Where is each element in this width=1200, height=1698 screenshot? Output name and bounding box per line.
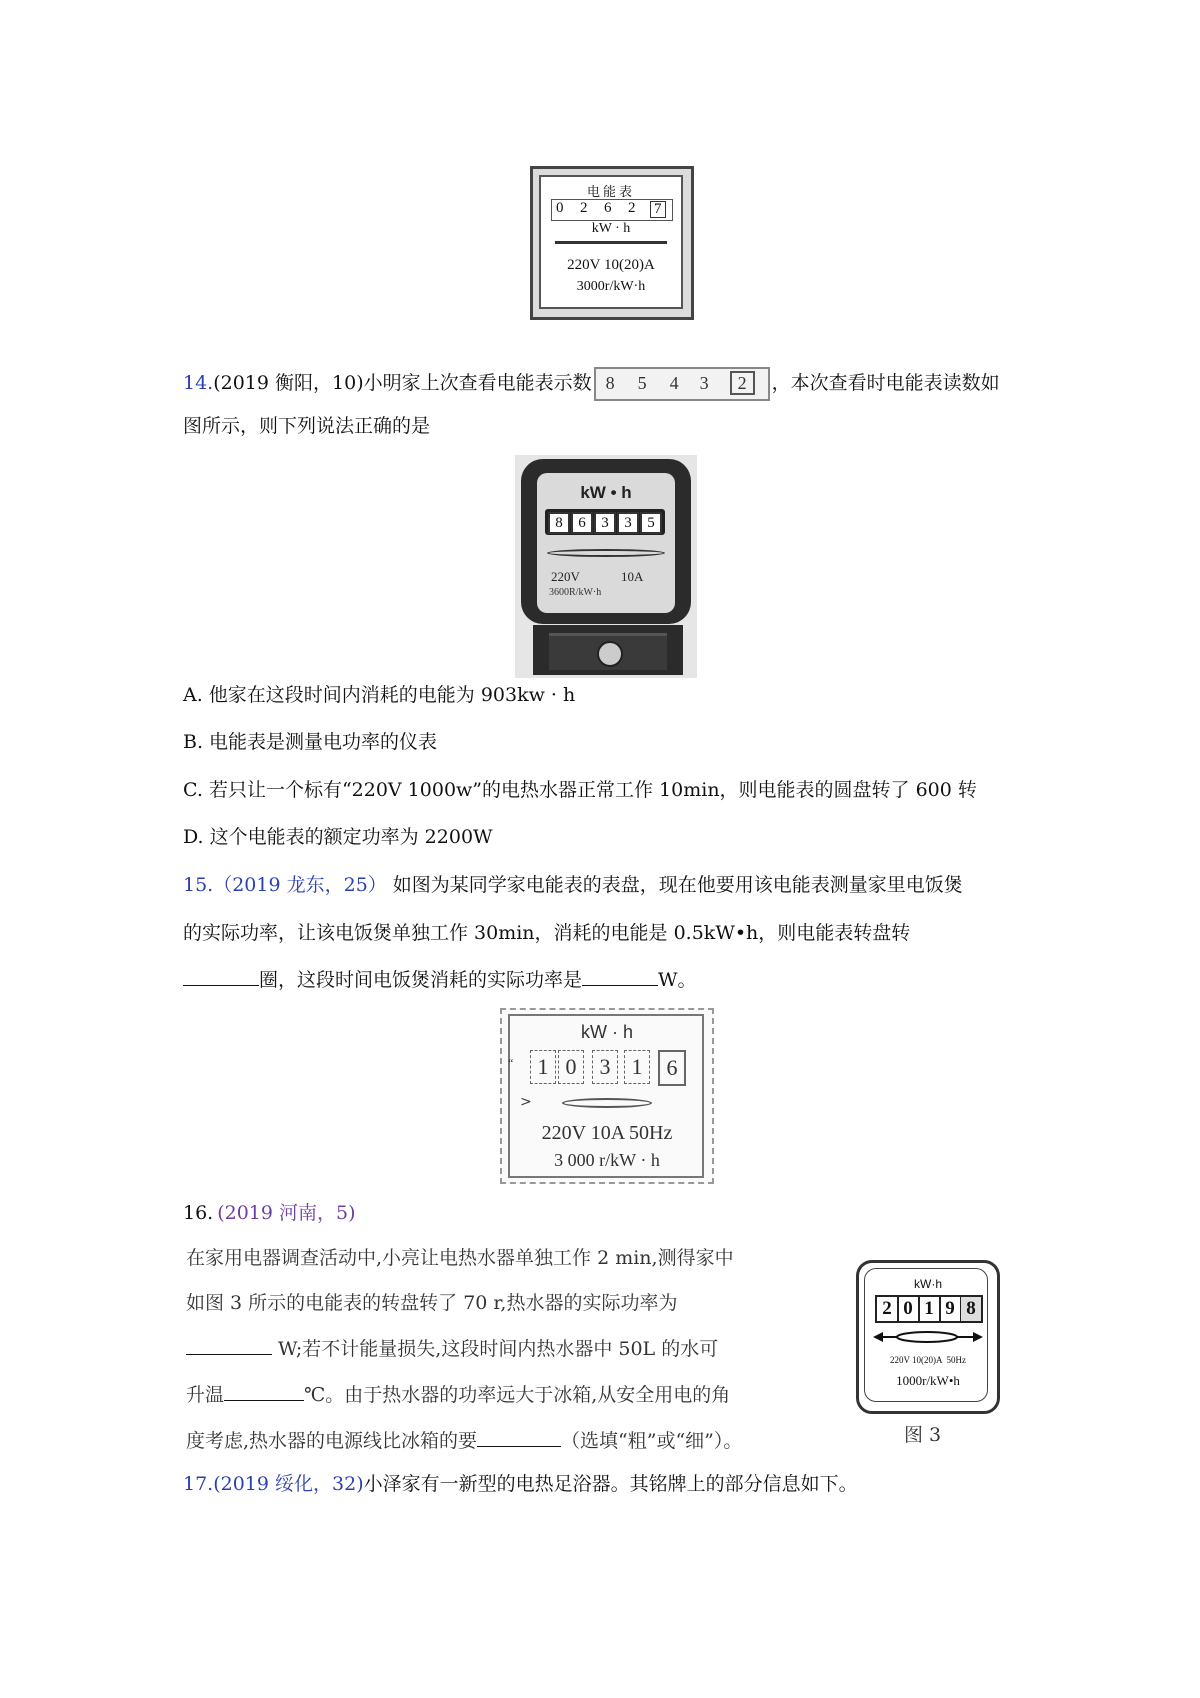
q15-text-3a: 圈，这段时间电饭煲消耗的实际功率是: [259, 969, 583, 991]
meter4-digit-4: 9: [940, 1297, 962, 1321]
q16-number: 16.: [183, 1202, 214, 1224]
q16-blank-3[interactable]: [477, 1428, 561, 1447]
prev-digit-2: 5: [637, 373, 647, 393]
q16-line-2: 如图 3 所示的电能表的转盘转了 70 r,热水器的实际功率为: [186, 1292, 678, 1314]
meter2-unit: kW • h: [580, 483, 632, 502]
meter4-digit-3: 1: [919, 1297, 941, 1321]
q16-source: (2019 河南，5): [217, 1202, 356, 1224]
meter1-digit-1: 0: [556, 200, 564, 216]
meter3-digit-2: 0: [558, 1050, 584, 1084]
meter3-digit-3: 3: [592, 1050, 618, 1084]
meter1-digit-3: 6: [604, 200, 612, 216]
q14-number: 14.: [183, 372, 214, 394]
q14-option-c: C. 若只让一个标有“220V 1000w”的电热水器正常工作 10min，则电能表的圆盘转了 600 转: [183, 779, 977, 801]
meter1-digit-4: 2: [628, 200, 636, 216]
meter1-digit-5: 7: [650, 201, 666, 218]
q14-option-d: D. 这个电能表的额定功率为 2200W: [183, 826, 493, 848]
meter1-title: 电能表: [586, 184, 635, 199]
meter4-digits: [875, 1295, 983, 1323]
q15-line-3: [183, 967, 697, 993]
q17-line: [183, 1471, 858, 1497]
q14-line-1: [183, 367, 1000, 401]
q16-line-5: [186, 1428, 742, 1454]
meter-figure-3: kW · h “ 1 0 3 1 6 > 220V 10A 50Hz 3 000 r/kW · h: [500, 1008, 714, 1184]
meter2-rating-v: 220V: [551, 569, 580, 584]
q16-blank-2[interactable]: [224, 1382, 304, 1401]
q14-source: (2019 衡阳，10): [213, 372, 364, 394]
meter4-rating: 220V 10(20)A 50Hz: [889, 1355, 967, 1365]
meter2-digit-5: 5: [640, 512, 662, 534]
meter2-digit-2: 6: [571, 512, 593, 534]
meter3-digit-5: 6: [658, 1050, 686, 1086]
meter2-digit-4: 3: [617, 512, 639, 534]
q17-text: 小泽家有一新型的电热足浴器。其铭牌上的部分信息如下。: [363, 1473, 858, 1495]
meter-figure-2: [515, 455, 697, 678]
meter1-unit: kW · h: [591, 221, 631, 236]
meter3-unit: kW · h: [581, 1022, 633, 1042]
meter4-digit-2: 0: [898, 1297, 920, 1321]
meter2-disc: [547, 549, 665, 557]
prev-digit-4: 3: [699, 373, 709, 393]
q14-text-a: 小明家上次查看电能表示数: [363, 372, 592, 394]
prev-digit-5: 2: [730, 371, 755, 395]
meter1-digit-2: 2: [580, 200, 588, 216]
figure-3-caption: 图 3: [904, 1424, 942, 1446]
meter3-rating: 220V 10A 50Hz: [541, 1122, 673, 1144]
meter1-disc: [555, 241, 667, 244]
meter2-rating-a: 10A: [621, 569, 644, 584]
meter-figure-4: [856, 1260, 1000, 1414]
meter2-digits: [545, 509, 665, 535]
q16-blank-1[interactable]: [186, 1336, 272, 1355]
q16-line-1: 在家用电器调查活动中,小亮让电热水器单独工作 2 min,测得家中: [186, 1247, 734, 1269]
meter2-rev: 3600R/kW·h: [549, 587, 602, 598]
q14-option-a: A. 他家在这段时间内消耗的电能为 903kw · h: [183, 684, 576, 706]
q16-header: [183, 1200, 356, 1226]
meter2-digit-3: 3: [594, 512, 616, 534]
q16-line-3: [186, 1336, 718, 1362]
q15-blank-1[interactable]: [183, 967, 259, 986]
q14-option-b: B. 电能表是测量电功率的仪表: [183, 731, 438, 753]
meter4-disc-arrow: [871, 1329, 985, 1345]
meter4-unit: kW·h: [914, 1277, 942, 1291]
q15-line-2: 的实际功率，让该电饭煲单独工作 30min，消耗的电能是 0.5kW•h，则电能表转盘转: [183, 922, 911, 944]
q17-source: (2019 绥化，32): [213, 1473, 364, 1495]
meter-figure-1: [530, 166, 694, 320]
q17-number: 17.: [183, 1473, 214, 1495]
meter1-rev: 3000r/kW·h: [576, 279, 646, 294]
q16-line-4: [186, 1382, 730, 1408]
q15-blank-2[interactable]: [582, 967, 658, 986]
q14-text-b: ，本次查看时电能表读数如: [771, 372, 1000, 394]
meter1-rating: 220V 10(20)A: [567, 257, 655, 273]
q16-text-5a: 度考虑,热水器的电源线比冰箱的要: [186, 1430, 478, 1452]
prev-digit-3: 4: [669, 373, 679, 393]
meter4-digit-5: 8: [961, 1297, 981, 1321]
meter4-digit-1: 2: [877, 1297, 899, 1321]
meter3-disc: [562, 1098, 652, 1108]
q14-previous-reading: [594, 367, 770, 401]
meter3-rev: 3 000 r/kW · h: [554, 1150, 660, 1170]
prev-digit-1: 8: [605, 373, 615, 393]
q15-source: 15.（2019 龙东，25）: [183, 874, 387, 896]
q15-text-3b: W。: [658, 969, 697, 991]
meter3-digit-1: 1: [530, 1050, 556, 1084]
meter4-rev: 1000r/kW•h: [896, 1373, 960, 1388]
q16-text-4a: 升温: [186, 1384, 225, 1406]
q14-line-2: 图所示，则下列说法正确的是: [183, 415, 431, 437]
q15-line-1: [183, 872, 963, 898]
q16-text-4b: ℃。由于热水器的功率远大于冰箱,从安全用电的角: [304, 1384, 731, 1406]
q15-text-1: 如图为某同学家电能表的表盘，现在他要用该电能表测量家里电饭煲: [392, 874, 963, 896]
meter1-digits: [551, 199, 673, 221]
meter2-digit-1: 8: [548, 512, 570, 534]
q16-text-3: W;若不计能量损失,这段时间内热水器中 50L 的水可: [278, 1338, 719, 1360]
meter3-digit-4: 1: [624, 1050, 650, 1084]
meter3-digits: “ 1 0 3 1 6: [530, 1050, 700, 1086]
q16-text-5b: （选填“粗”或“细”）。: [561, 1430, 743, 1452]
